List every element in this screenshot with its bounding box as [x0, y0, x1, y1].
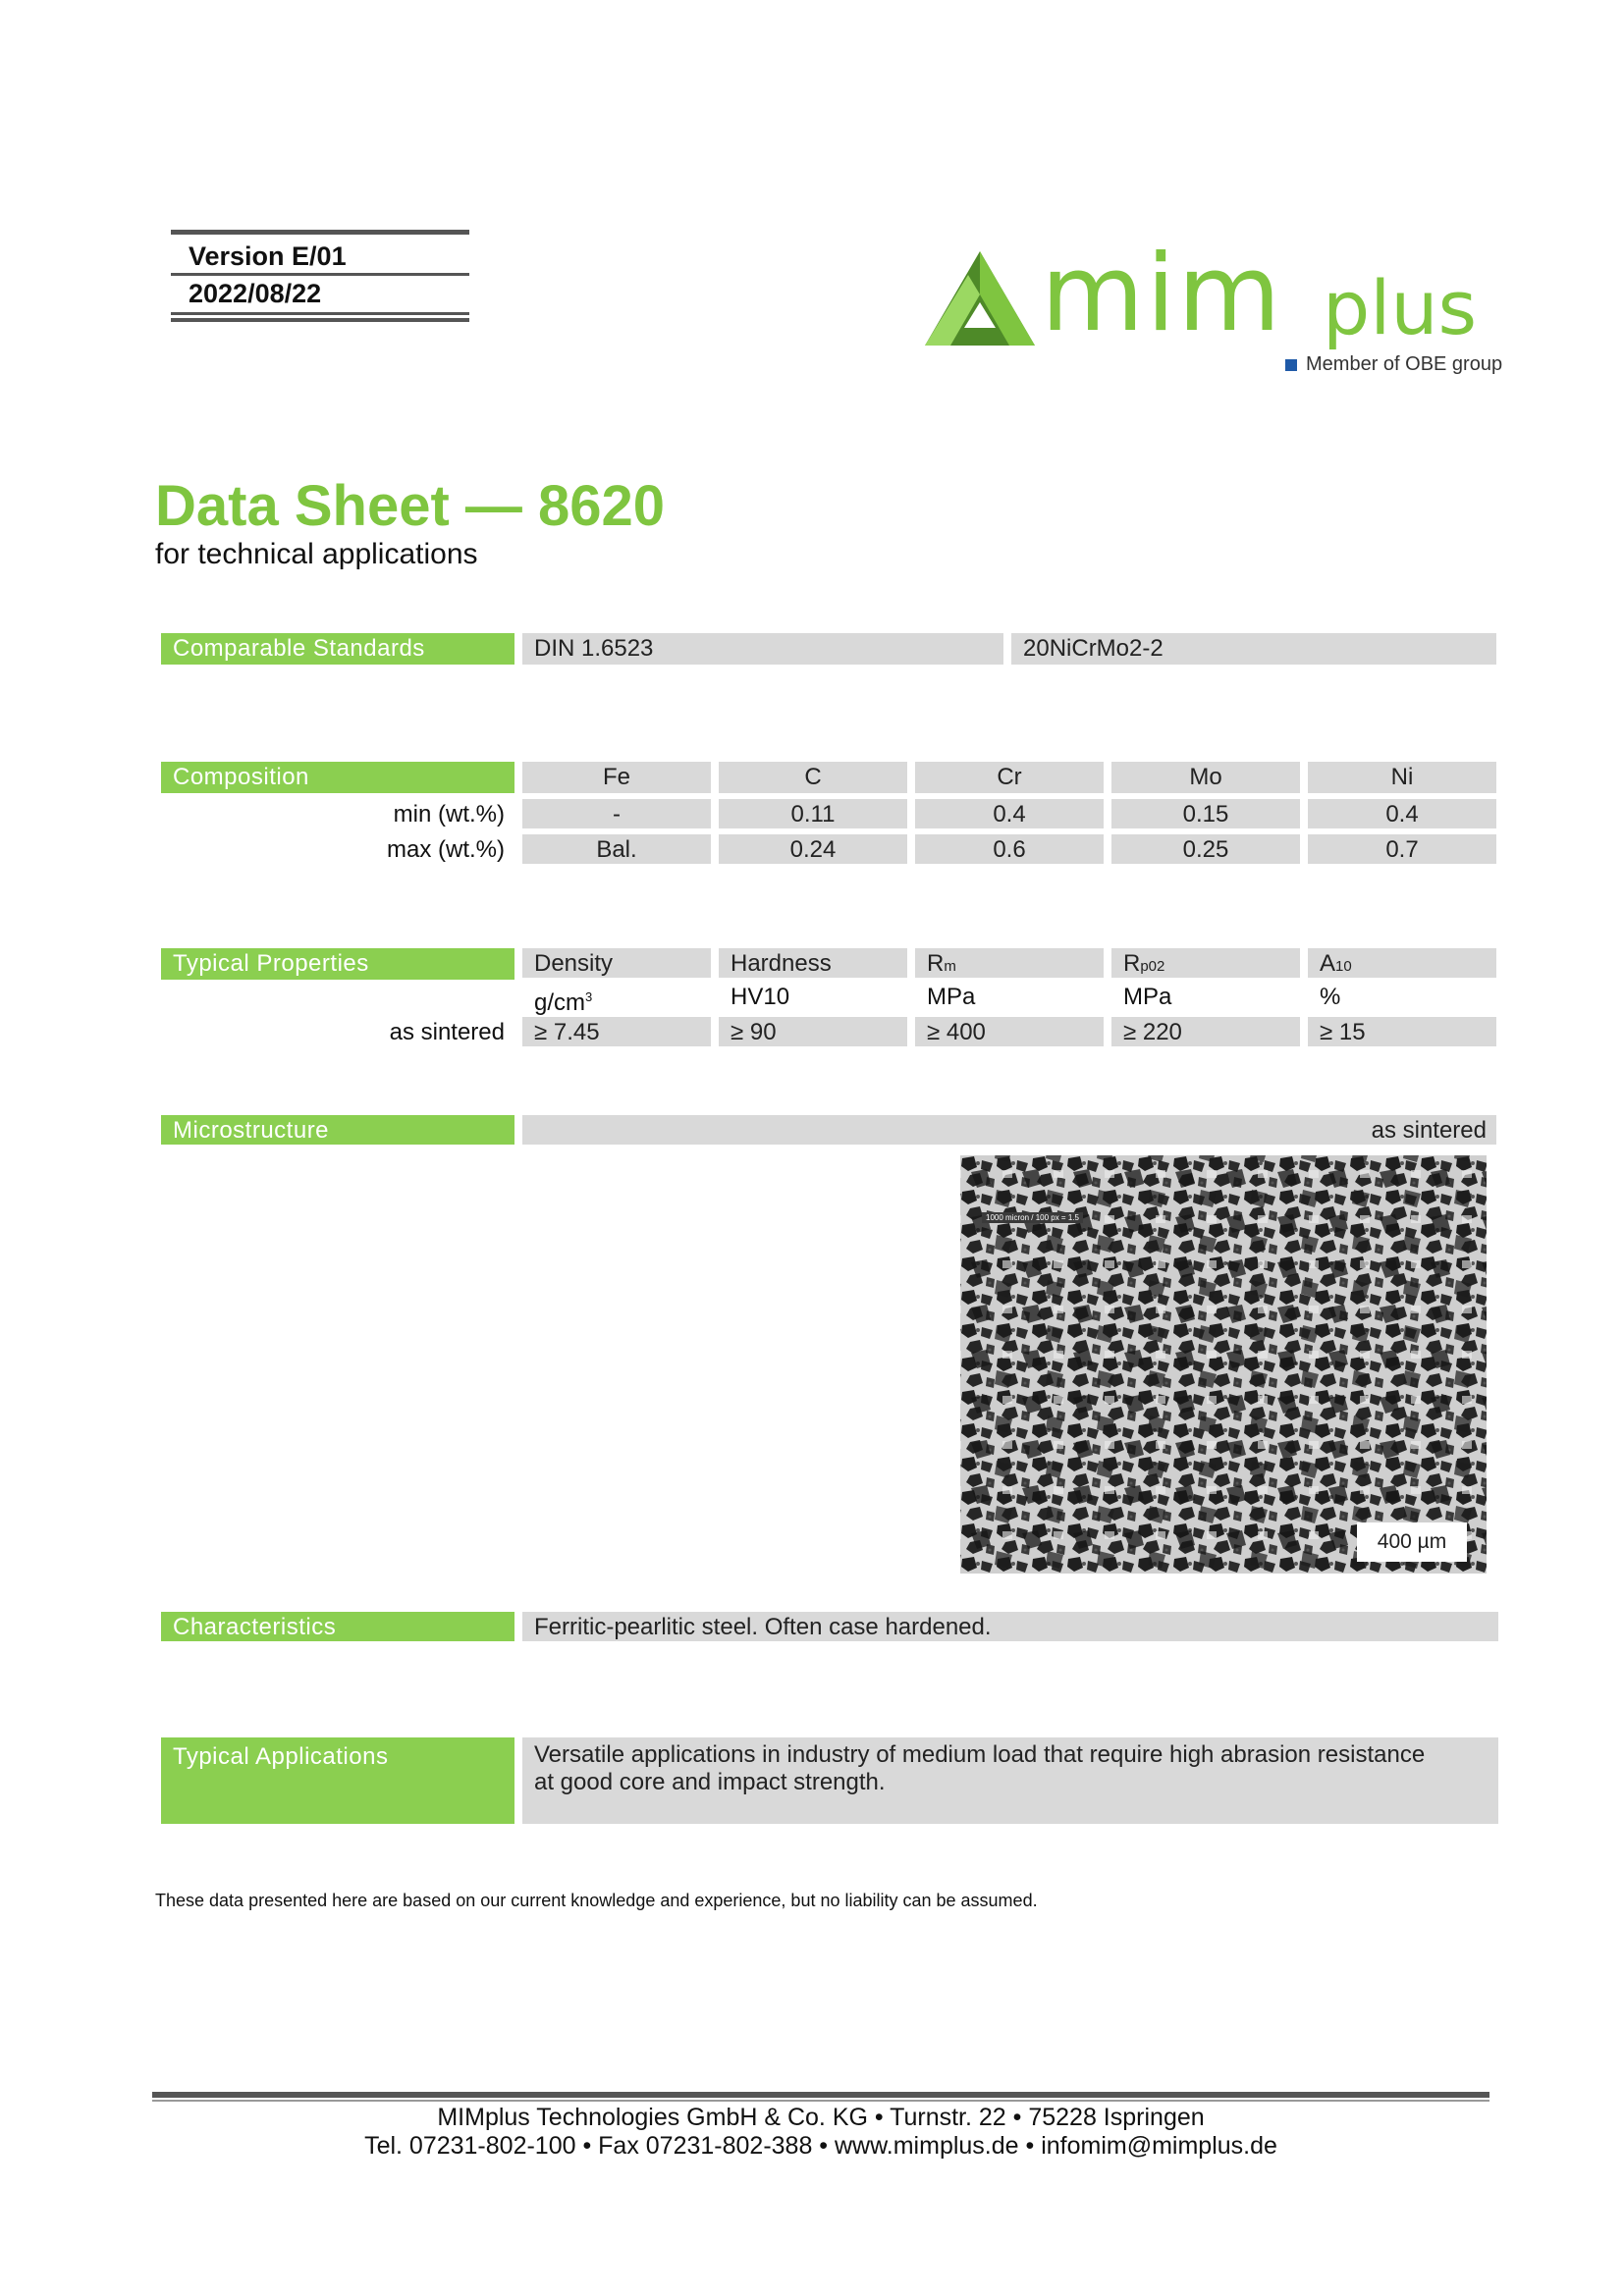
- element-header: Mo: [1111, 762, 1300, 793]
- composition-max-cell: Bal.: [522, 834, 711, 864]
- composition-max-cell: 0.7: [1308, 834, 1496, 864]
- logo-member-line: [1285, 353, 1502, 376]
- row-label-as-sintered: as sintered: [389, 1019, 505, 1045]
- version-box: [171, 230, 469, 322]
- property-header-rp02: Rp02: [1111, 948, 1300, 978]
- property-value: ≥ 220: [1111, 1017, 1300, 1046]
- composition-min-cell: 0.4: [915, 799, 1104, 828]
- section-label-composition: Composition: [161, 762, 514, 793]
- page-title: Data Sheet — 8620: [155, 474, 666, 538]
- property-header-hardness: Hardness: [719, 948, 907, 978]
- property-header-a10: A10: [1308, 948, 1496, 978]
- footer-divider: [152, 2100, 1489, 2102]
- logo-wordmark: mim: [1041, 233, 1283, 355]
- element-header: C: [719, 762, 907, 793]
- page-subtitle: for technical applications: [155, 538, 478, 570]
- unit-density: $g/cm^3$: [534, 989, 593, 1016]
- applications-text: [522, 1737, 1498, 1824]
- scale-badge: 400 µm: [1357, 1522, 1467, 1562]
- row-label-max: max (wt.%): [387, 836, 505, 863]
- logo-triangle-icon: [921, 247, 1039, 355]
- property-value: ≥ 7.45: [522, 1017, 711, 1046]
- composition-min-cell: 0.4: [1308, 799, 1496, 828]
- section-label-properties: Typical Properties: [161, 948, 514, 980]
- composition-min-cell: 0.11: [719, 799, 907, 828]
- unit-hardness: HV10: [731, 984, 790, 1010]
- image-scale-overlay: 1000 micron / 100 px = 1.5: [982, 1212, 1083, 1223]
- applications-line-2: at good core and impact strength.: [534, 1769, 886, 1795]
- logo-plus: plus: [1323, 264, 1478, 351]
- section-label-microstructure: Microstructure: [161, 1115, 514, 1145]
- composition-max-cell: 0.6: [915, 834, 1104, 864]
- company-logo: [915, 234, 1504, 381]
- footer-address: MIMplus Technologies GmbH & Co. KG • Turnstr. 22 • 75228 Ispringen: [437, 2104, 1205, 2131]
- version-date: 2022/08/22: [189, 279, 322, 308]
- footer-contact: Tel. 07231-802-100 • Fax 07231-802-388 • www.mimplus.de • infomim@mimplus.de: [364, 2132, 1277, 2160]
- property-header-rm: Rm: [915, 948, 1104, 978]
- element-header: Fe: [522, 762, 711, 793]
- composition-max-cell: 0.24: [719, 834, 907, 864]
- composition-min-cell: 0.15: [1111, 799, 1300, 828]
- section-label-characteristics: Characteristics: [161, 1612, 514, 1641]
- property-value: ≥ 400: [915, 1017, 1104, 1046]
- property-header-density: Density: [522, 948, 711, 978]
- applications-line-1: Versatile applications in industry of medium load that require high abrasion resistance: [534, 1741, 1426, 1768]
- property-value: ≥ 90: [719, 1017, 907, 1046]
- member-text: Member of OBE group: [1306, 353, 1503, 375]
- standard-din: DIN 1.6523: [522, 633, 1003, 665]
- element-header: Ni: [1308, 762, 1496, 793]
- unit-rm: MPa: [927, 984, 976, 1010]
- microstructure-image: [960, 1155, 1487, 1574]
- divider: [171, 230, 469, 235]
- divider: [171, 318, 469, 322]
- disclaimer: These data presented here are based on our current knowledge and experience, but no liability can be assumed.: [155, 1891, 1038, 1910]
- microstructure-state: as sintered: [522, 1115, 1496, 1145]
- version-label: Version E/01: [189, 241, 347, 271]
- footer-divider: [152, 2092, 1489, 2098]
- composition-max-cell: 0.25: [1111, 834, 1300, 864]
- square-icon: [1285, 359, 1297, 371]
- divider: [171, 312, 469, 315]
- composition-min-cell: -: [522, 799, 711, 828]
- characteristics-text: Ferritic-pearlitic steel. Often case hardened.: [522, 1612, 1498, 1641]
- divider: [171, 273, 469, 276]
- standard-designation: 20NiCrMo2-2: [1011, 633, 1496, 665]
- section-label-applications: Typical Applications: [161, 1737, 514, 1824]
- row-label-min: min (wt.%): [393, 801, 505, 828]
- section-label-standards: Comparable Standards: [161, 633, 514, 665]
- element-header: Cr: [915, 762, 1104, 793]
- property-value: ≥ 15: [1308, 1017, 1496, 1046]
- unit-a10: %: [1320, 984, 1341, 1010]
- unit-rp02: MPa: [1123, 984, 1172, 1010]
